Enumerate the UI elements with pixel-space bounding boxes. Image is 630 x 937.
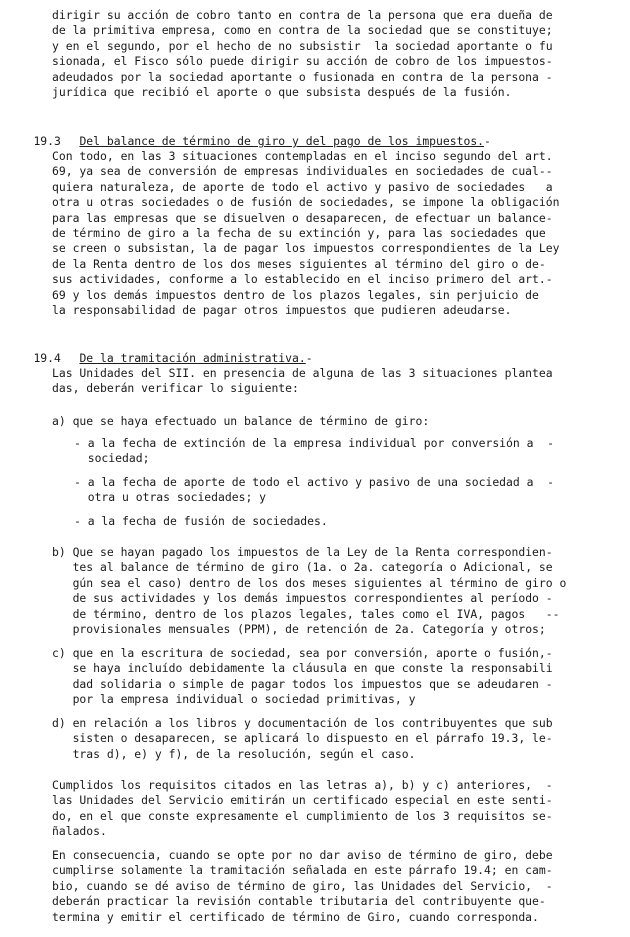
closing-paragraph-1 — [52, 778, 620, 840]
text-line: se haya incluído debidamente la cláusula en que conste la responsabili — [52, 661, 553, 676]
section-19-4-title-suffix: - — [305, 351, 313, 366]
text-line: sociedad; — [74, 451, 150, 466]
section-19-4-title: De la tramitación administrativa. — [79, 351, 306, 366]
text-line: la responsabilidad de pagar otros impuestos que pudieren adeudarse. — [52, 303, 512, 318]
text-line: das, deberán verificar lo siguiente: — [52, 381, 299, 396]
text-line: termina y emitir el certificado de término de Giro, cuando corresponda. — [52, 909, 539, 924]
text-line: quiera naturaleza, de aporte de todo el activo y pasivo de sociedades a — [52, 179, 553, 194]
item-a — [52, 414, 620, 429]
text-line: Con todo, en las 3 situaciones contempladas en el inciso segundo del art. — [52, 149, 553, 163]
text-line: provisionales mensuales (PPM), de retención de 2a. Categoría y otros; — [52, 622, 546, 637]
intro-paragraph — [52, 8, 620, 100]
text-line: de término de giro a la fecha de su extinción y, para las sociedades que — [52, 226, 546, 241]
text-line: por la empresa individual o sociedad primitivas, y — [52, 692, 416, 707]
text-line: a) que se haya efectuado un balance de término de giro: — [52, 414, 430, 428]
text-line: de sus actividades y los demás impuestos correspondientes al período - — [52, 591, 553, 606]
text-line: sionada, el Fisco sólo puede dirigir su acción de cobro de los impuestos- — [52, 54, 553, 69]
text-line: y en el segundo, por el hecho de no subsistir la sociedad aportante o fu — [52, 38, 553, 53]
text-line: - a la fecha de aporte de todo el activo y pasivo de una sociedad a - — [74, 475, 555, 489]
section-19-3-number: 19.3 — [33, 134, 61, 149]
text-line: tes al balance de término de giro (1a. o 2a. categoría o Adicional, se — [52, 560, 553, 575]
section-19-3-title-suffix: - — [484, 134, 491, 149]
text-line: gún sea el caso) dentro de los dos meses siguientes al término de giro o — [52, 575, 567, 590]
item-b — [52, 545, 620, 637]
section-19-3-body — [52, 149, 620, 318]
text-line: deberán practicar la revisión contable tributaria del contribuyente que- — [52, 894, 546, 909]
text-line: las Unidades del Servicio emitirán un certificado especial en este senti- — [52, 793, 553, 808]
text-line: se creen o subsistan, la de pagar los impuestos correspondientes de la Ley — [52, 241, 560, 256]
text-line: otra u otras sociedades; y — [74, 490, 267, 505]
text-line: sisten o desaparecen, se aplicará lo dispuesto en el párrafo 19.3, le- — [52, 731, 553, 746]
closing-paragraph-2 — [52, 848, 620, 925]
text-line: - a la fecha de extinción de la empresa individual por conversión a - — [74, 436, 555, 450]
text-line: de término, dentro de los plazos legales, tales como el IVA, pagos -- — [52, 606, 560, 621]
text-line: dad solidaria o simple de pagar todos los impuestos que se adeudaren - — [52, 676, 553, 691]
item-c — [52, 646, 620, 708]
text-line: para las empresas que se disuelven o desaparecen, de efectuar un balance- — [52, 210, 553, 225]
text-line: de la primitiva empresa, como en contra de la sociedad que se constituye; — [52, 23, 553, 38]
text-line: En consecuencia, cuando se opte por no dar aviso de término de giro, debe — [52, 848, 553, 862]
text-line: tras d), e) y f), de la resolución, según el caso. — [52, 746, 416, 761]
text-line: sus actividades, conforme a lo establecido en el inciso primero del art.- — [52, 272, 553, 287]
text-line: cumplirse solamente la tramitación señalada en este párrafo 19.4; en cam- — [52, 863, 553, 878]
item-a-sub-2 — [74, 475, 620, 506]
section-19-4-intro — [52, 366, 620, 397]
text-line: d) en relación a los libros y documentación de los contribuyentes que sub — [52, 716, 553, 730]
text-line: 69 y los demás impuestos dentro de los plazos legales, sin perjuicio de — [52, 287, 539, 302]
section-19-4-number: 19.4 — [33, 351, 61, 366]
text-line: de la Renta dentro de los dos meses siguientes al término del giro o de- — [52, 256, 546, 271]
text-line: otra u otras sociedades o de fusión de sociedades, se impone la obligación — [52, 195, 560, 210]
item-d — [52, 716, 620, 762]
text-line: jurídica que recibió el aporte o que subsista después de la fusión. — [52, 85, 512, 100]
text-line: Las Unidades del SII. en presencia de alguna de las 3 situaciones plantea — [52, 366, 553, 380]
text-line: bio, cuando se dé aviso de término de giro, las Unidades del Servicio, - — [52, 878, 553, 893]
text-line: c) que en la escritura de sociedad, sea por conversión, aporte o fusión,- — [52, 646, 553, 660]
text-line: 69, ya sea de conversión de empresas individuales en sociedades de cual-- — [52, 164, 553, 179]
text-line: ñalados. — [52, 824, 107, 839]
item-a-sub-1 — [74, 436, 620, 467]
text-line: Cumplidos los requisitos citados en las letras a), b) y c) anteriores, - — [52, 778, 553, 792]
item-a-sub-3 — [74, 514, 620, 529]
text-line: b) Que se hayan pagado los impuestos de la Ley de la Renta correspondien- — [52, 545, 553, 559]
text-line: adeudados por la sociedad aportante o fusionada en contra de la persona - — [52, 69, 553, 84]
text-line: dirigir su acción de cobro tanto en contra de la persona que era dueña de — [52, 8, 553, 22]
text-line: - a la fecha de fusión de sociedades. — [74, 514, 328, 528]
text-line: do, en el que conste expresamente el cumplimiento de los 3 requisitos se- — [52, 808, 553, 823]
section-19-3-title: Del balance de término de giro y del pago de los impuestos. — [79, 134, 485, 149]
